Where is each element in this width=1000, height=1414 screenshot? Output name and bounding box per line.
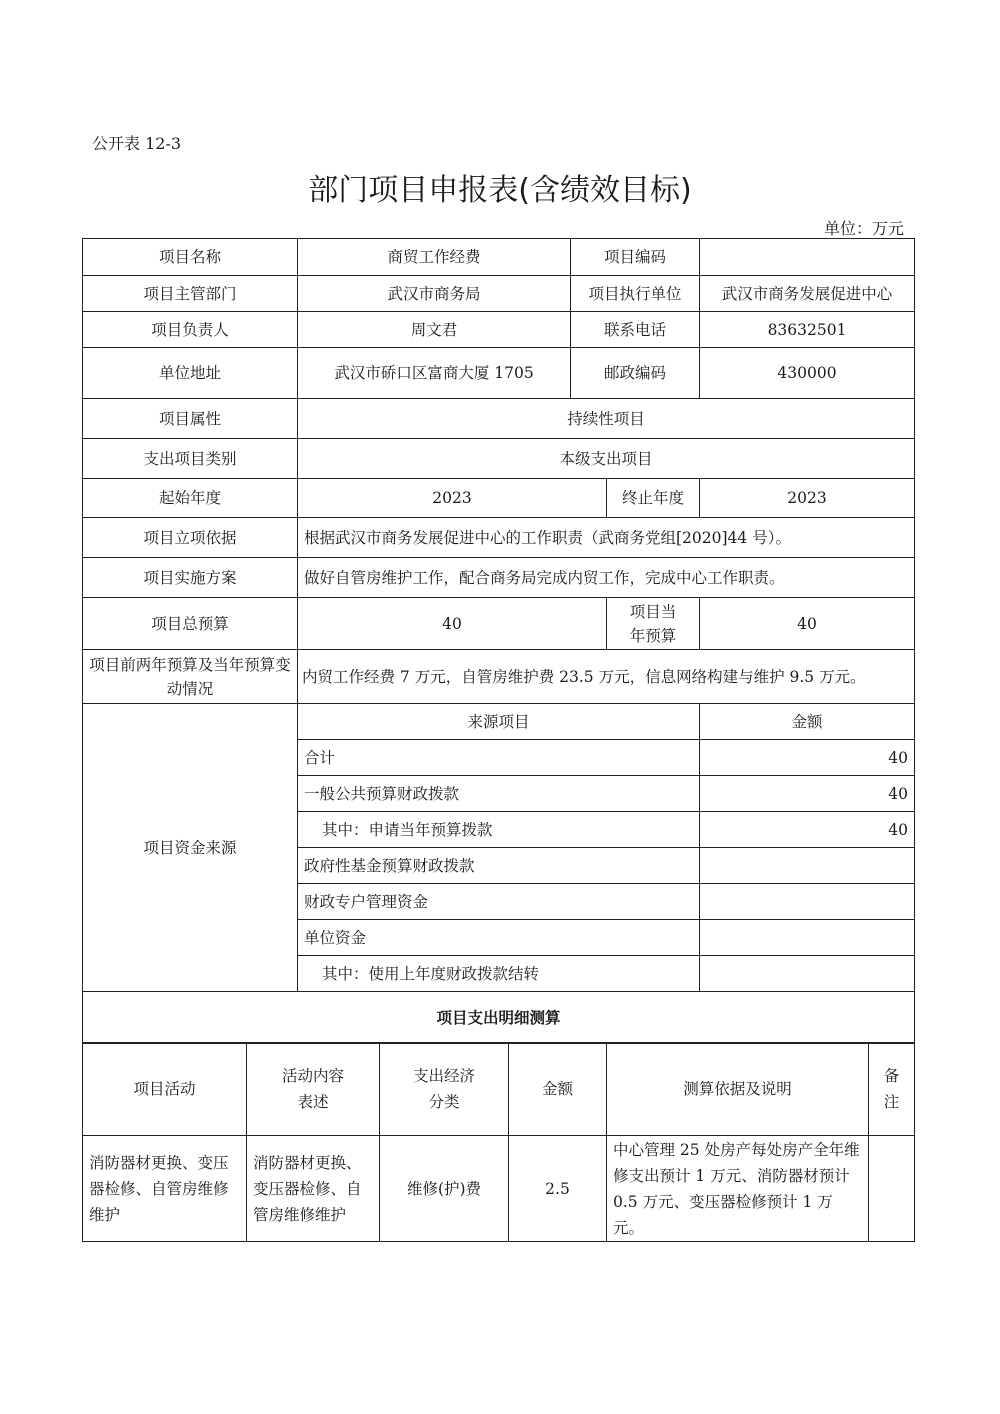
funding-source: 一般公共预算财政拨款 — [298, 776, 700, 812]
value-basis: 根据武汉市商务发展促进中心的工作职责（武商务党组[2020]44 号）。 — [298, 518, 915, 558]
funding-amount: 40 — [700, 776, 915, 812]
funding-source: 其中：申请当年预算拨款 — [298, 812, 700, 848]
label-basis: 项目立项依据 — [83, 518, 298, 558]
label-postcode: 邮政编码 — [571, 348, 700, 399]
row-basis — [83, 518, 915, 558]
unit-label: 单位：万元 — [823, 219, 904, 238]
detail-header-basis: 测算依据及说明 — [607, 1043, 869, 1136]
row-category — [83, 439, 915, 479]
label-exec: 项目执行单位 — [571, 276, 700, 312]
funding-amount — [700, 848, 915, 884]
value-current: 40 — [700, 598, 915, 650]
label-start: 起始年度 — [83, 479, 298, 518]
value-plan: 做好自管房维护工作，配合商务局完成内贸工作，完成中心工作职责。 — [298, 558, 915, 598]
detail-title-row — [83, 992, 915, 1044]
value-change: 内贸工作经费 7 万元，自管房维护费 23.5 万元，信息网络构建与维护 9.5 万元。 — [298, 650, 915, 704]
value-exec: 武汉市商务发展促进中心 — [700, 276, 915, 312]
row-leader — [83, 312, 915, 348]
label-funding: 项目资金来源 — [83, 704, 298, 992]
value-leader: 周文君 — [298, 312, 571, 348]
detail-activity: 消防器材更换、变压器检修、自管房维修维护 — [83, 1136, 247, 1242]
project-info-table — [82, 238, 915, 1044]
detail-header-econ: 支出经济分类 — [380, 1043, 509, 1136]
value-end: 2023 — [700, 479, 915, 518]
label-plan: 项目实施方案 — [83, 558, 298, 598]
row-change — [83, 650, 915, 704]
detail-amount: 2.5 — [509, 1136, 607, 1242]
value-postcode: 430000 — [700, 348, 915, 399]
funding-amount: 40 — [700, 740, 915, 776]
funding-source: 财政专户管理资金 — [298, 884, 700, 920]
funding-source: 合计 — [298, 740, 700, 776]
value-phone: 83632501 — [700, 312, 915, 348]
detail-table — [82, 1042, 915, 1242]
detail-basis: 中心管理 25 处房产每处房产全年维修支出预计 1 万元、消防器材预计 0.5 万元、变压器检修预计 1 万元。 — [607, 1136, 869, 1242]
detail-note — [869, 1136, 915, 1242]
funding-amount — [700, 884, 915, 920]
label-leader: 项目负责人 — [83, 312, 298, 348]
funding-amount: 40 — [700, 812, 915, 848]
detail-econ: 维修(护)费 — [380, 1136, 509, 1242]
label-change: 项目前两年预算及当年预算变动情况 — [83, 650, 298, 704]
value-category: 本级支出项目 — [298, 439, 915, 479]
funding-amount — [700, 920, 915, 956]
detail-header-activity: 项目活动 — [83, 1043, 247, 1136]
label-current: 项目当年预算 — [607, 598, 700, 650]
funding-source: 政府性基金预算财政拨款 — [298, 848, 700, 884]
value-dept: 武汉市商务局 — [298, 276, 571, 312]
detail-content: 消防器材更换、变压器检修、自管房维修维护 — [247, 1136, 380, 1242]
form-code: 公开表 12-3 — [92, 134, 182, 153]
detail-header-amount: 金额 — [509, 1043, 607, 1136]
detail-header-row — [83, 1043, 915, 1136]
value-total: 40 — [298, 598, 607, 650]
page-title: 部门项目申报表(含绩效目标) — [308, 173, 692, 208]
value-start: 2023 — [298, 479, 607, 518]
row-address — [83, 348, 915, 399]
detail-row — [83, 1136, 915, 1242]
row-plan — [83, 558, 915, 598]
funding-source: 单位资金 — [298, 920, 700, 956]
label-attr: 项目属性 — [83, 399, 298, 439]
funding-header-row — [83, 704, 915, 740]
row-name — [83, 239, 915, 276]
label-category: 支出项目类别 — [83, 439, 298, 479]
funding-source-header: 来源项目 — [298, 704, 700, 740]
funding-amount — [700, 956, 915, 992]
label-code: 项目编码 — [571, 239, 700, 276]
funding-amount-header: 金额 — [700, 704, 915, 740]
value-address: 武汉市硚口区富商大厦 1705 — [298, 348, 571, 399]
funding-source: 其中：使用上年度财政拨款结转 — [298, 956, 700, 992]
label-address: 单位地址 — [83, 348, 298, 399]
detail-title: 项目支出明细测算 — [83, 992, 915, 1044]
detail-header-content: 活动内容表述 — [247, 1043, 380, 1136]
detail-header-note: 备注 — [869, 1043, 915, 1136]
value-name: 商贸工作经费 — [298, 239, 571, 276]
row-budget — [83, 598, 915, 650]
value-attr: 持续性项目 — [298, 399, 915, 439]
value-code — [700, 239, 915, 276]
row-years — [83, 479, 915, 518]
label-dept: 项目主管部门 — [83, 276, 298, 312]
row-dept — [83, 276, 915, 312]
label-end: 终止年度 — [607, 479, 700, 518]
label-phone: 联系电话 — [571, 312, 700, 348]
label-total: 项目总预算 — [83, 598, 298, 650]
row-attr — [83, 399, 915, 439]
label-name: 项目名称 — [83, 239, 298, 276]
